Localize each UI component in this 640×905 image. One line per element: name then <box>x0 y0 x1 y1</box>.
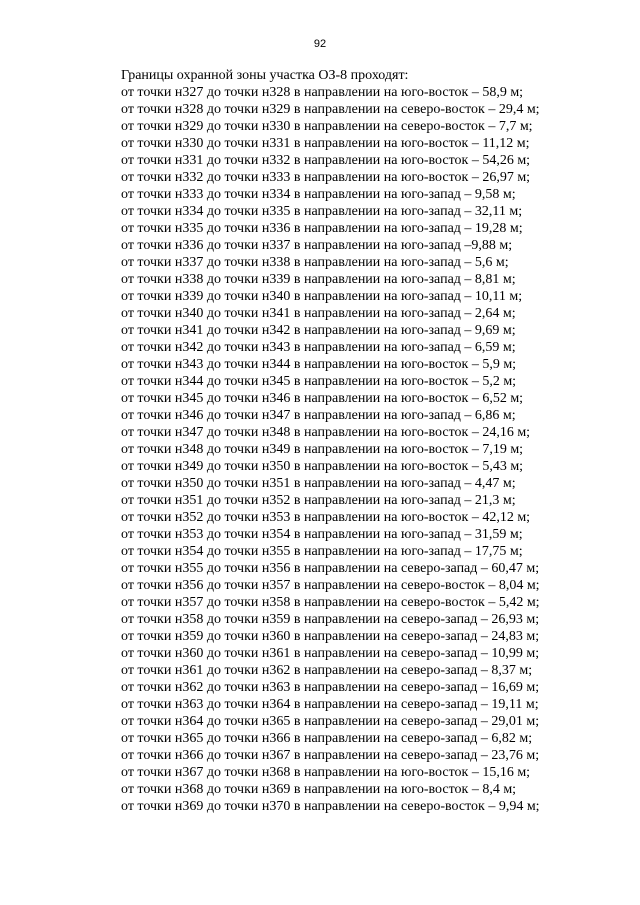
boundary-line: от точки н342 до точки н343 в направлении на юго-запад – 6,59 м; <box>121 340 516 355</box>
boundary-line: от точки н349 до точки н350 в направлении на юго-восток – 5,43 м; <box>121 459 524 474</box>
boundary-line: от точки н353 до точки н354 в направлении на юго-запад – 31,59 м; <box>121 527 523 542</box>
boundary-line: от точки н336 до точки н337 в направлении на юго-запад –9,88 м; <box>121 238 513 253</box>
boundary-line: от точки н332 до точки н333 в направлении на юго-восток – 26,97 м; <box>121 170 531 185</box>
boundary-line: от точки н364 до точки н365 в направлении на северо-запад – 29,01 м; <box>121 714 540 729</box>
boundary-line: от точки н340 до точки н341 в направлении на юго-запад – 2,64 м; <box>121 306 516 321</box>
boundary-line: от точки н327 до точки н328 в направлении на юго-восток – 58,9 м; <box>121 85 524 100</box>
boundary-list <box>121 84 591 815</box>
boundary-line: от точки н352 до точки н353 в направлении на юго-восток – 42,12 м; <box>121 510 531 525</box>
page-number: 92 <box>313 38 327 50</box>
boundary-line: от точки н357 до точки н358 в направлении на северо-восток – 5,42 м; <box>121 595 540 610</box>
boundary-line: от точки н346 до точки н347 в направлении на юго-запад – 6,86 м; <box>121 408 516 423</box>
boundary-line: от точки н365 до точки н366 в направлении на северо-запад – 6,82 м; <box>121 731 533 746</box>
boundary-line: от точки н328 до точки н329 в направлении на северо-восток – 29,4 м; <box>121 102 540 117</box>
boundary-line: от точки н351 до точки н352 в направлении на юго-запад – 21,3 м; <box>121 493 516 508</box>
boundary-line: от точки н341 до точки н342 в направлении на юго-запад – 9,69 м; <box>121 323 516 338</box>
boundary-line: от точки н366 до точки н367 в направлении на северо-запад – 23,76 м; <box>121 748 540 763</box>
boundary-line: от точки н334 до точки н335 в направлении на юго-запад – 32,11 м; <box>121 204 523 219</box>
boundary-line: от точки н361 до точки н362 в направлении на северо-запад – 8,37 м; <box>121 663 533 678</box>
boundary-line: от точки н345 до точки н346 в направлении на юго-восток – 6,52 м; <box>121 391 524 406</box>
document-body <box>121 67 591 815</box>
boundary-line: от точки н347 до точки н348 в направлении на юго-восток – 24,16 м; <box>121 425 531 440</box>
boundary-line: от точки н331 до точки н332 в направлении на юго-восток – 54,26 м; <box>121 153 531 168</box>
boundary-line: от точки н337 до точки н338 в направлении на юго-запад – 5,6 м; <box>121 255 509 270</box>
boundary-line: от точки н329 до точки н330 в направлении на северо-восток – 7,7 м; <box>121 119 533 134</box>
boundary-line: от точки н333 до точки н334 в направлении на юго-запад – 9,58 м; <box>121 187 516 202</box>
boundary-line: от точки н362 до точки н363 в направлении на северо-запад – 16,69 м; <box>121 680 540 695</box>
boundary-line: от точки н356 до точки н357 в направлении на северо-восток – 8,04 м; <box>121 578 540 593</box>
boundary-line: от точки н343 до точки н344 в направлении на юго-восток – 5,9 м; <box>121 357 517 372</box>
boundary-line: от точки н359 до точки н360 в направлении на северо-запад – 24,83 м; <box>121 629 540 644</box>
boundary-line: от точки н348 до точки н349 в направлении на юго-восток – 7,19 м; <box>121 442 524 457</box>
boundary-line: от точки н344 до точки н345 в направлении на юго-восток – 5,2 м; <box>121 374 517 389</box>
boundary-line: от точки н369 до точки н370 в направлении на северо-восток – 9,94 м; <box>121 799 540 814</box>
boundary-line: от точки н335 до точки н336 в направлении на юго-запад – 19,28 м; <box>121 221 523 236</box>
boundary-line: от точки н350 до точки н351 в направлении на юго-запад – 4,47 м; <box>121 476 516 491</box>
boundary-line: от точки н367 до точки н368 в направлении на юго-восток – 15,16 м; <box>121 765 531 780</box>
boundary-line: от точки н363 до точки н364 в направлении на северо-запад – 19,11 м; <box>121 697 539 712</box>
boundary-line: от точки н360 до точки н361 в направлении на северо-запад – 10,99 м; <box>121 646 540 661</box>
boundary-line: от точки н358 до точки н359 в направлении на северо-запад – 26,93 м; <box>121 612 540 627</box>
boundary-line: от точки н338 до точки н339 в направлении на юго-запад – 8,81 м; <box>121 272 516 287</box>
boundary-line: от точки н368 до точки н369 в направлении на юго-восток – 8,4 м; <box>121 782 517 797</box>
boundary-line: от точки н330 до точки н331 в направлении на юго-восток – 11,12 м; <box>121 136 530 151</box>
boundary-line: от точки н354 до точки н355 в направлении на юго-запад – 17,75 м; <box>121 544 523 559</box>
section-heading: Границы охранной зоны участка ОЗ-8 проходят: <box>121 68 409 83</box>
boundary-line: от точки н355 до точки н356 в направлении на северо-запад – 60,47 м; <box>121 561 540 576</box>
boundary-line: от точки н339 до точки н340 в направлении на юго-запад – 10,11 м; <box>121 289 523 304</box>
